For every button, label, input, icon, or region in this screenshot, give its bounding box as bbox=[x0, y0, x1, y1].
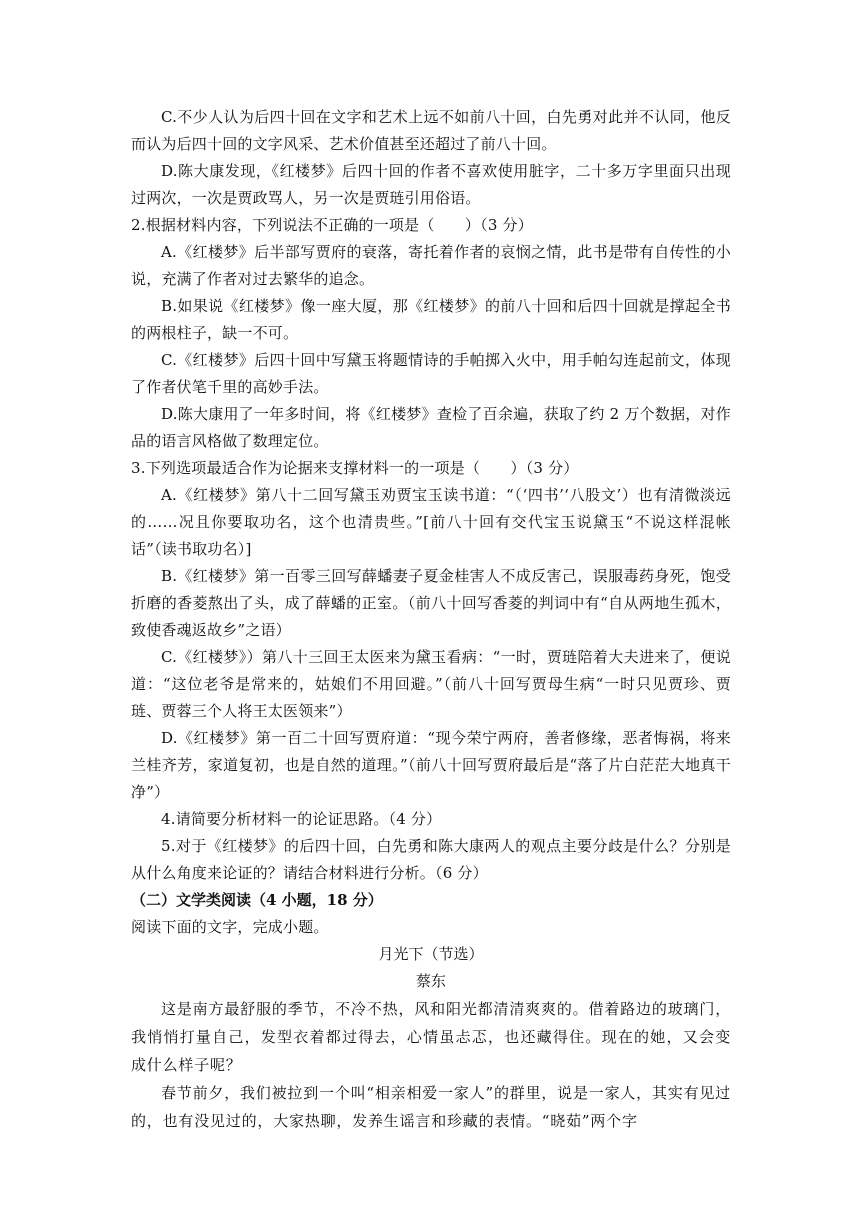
q3-option-d: D.《红楼梦》第一百二十回写贾府道：“现今荣宁两府，善者修缘，恶者悔祸，将来兰桂齐芳，家道复初，也是自然的道理。”（前八十回写贾府最后是“落了片白茫茫大地真干净”） bbox=[131, 729, 731, 801]
reading-instruction: 阅读下面的文字，完成小题。 bbox=[131, 918, 329, 936]
section-title: （二）文学类阅读（4 小题，18 分） bbox=[131, 891, 383, 909]
q2-option-b: B.如果说《红楼梦》像一座大厦，那《红楼梦》的前八十回和后四十回就是撑起全书的两根柱子，缺一不可。 bbox=[131, 297, 731, 342]
q4-stem: 4.请简要分析材料一的论证思路。（4 分） bbox=[161, 810, 442, 828]
story-title: 月光下（节选） bbox=[378, 945, 484, 963]
q5-stem: 5.对于《红楼梦》的后四十回，白先勇和陈大康两人的观点主要分歧是什么？分别是从什么角度来论证的？请结合材料进行分析。（6 分） bbox=[131, 837, 731, 882]
story-body bbox=[131, 995, 731, 1135]
q2-option-a: A.《红楼梦》后半部写贾府的衰落，寄托着作者的哀悯之情，此书是带有自传性的小说，充满了作者对过去繁华的追念。 bbox=[131, 243, 731, 288]
story-author: 蔡东 bbox=[415, 972, 446, 990]
q2-stem: 2.根据材料内容，下列说法不正确的一项是（ ）（3 分） bbox=[131, 216, 533, 234]
q2-option-d: D.陈大康用了一年多时间，将《红楼梦》查检了百余遍，获取了约 2 万个数据，对作品的语言风格做了数理定位。 bbox=[131, 405, 731, 450]
q1-option-d: D.陈大康发现，《红楼梦》后四十回的作者不喜欢使用脏字，二十多万字里面只出现过两次，一次是贾政骂人，另一次是贾琏引用俗语。 bbox=[131, 162, 731, 207]
q3-option-b: B.《红楼梦》第一百零三回写薛蟠妻子夏金桂害人不成反害己，误服毒药身死，饱受折磨的香菱熬出了头，成了薛蟠的正室。（前八十回写香菱的判词中有“自从两地生孤木，致使香魂返故乡”之语） bbox=[131, 567, 731, 639]
story-paragraph: 春节前夕，我们被拉到一个叫“相亲相爱一家人”的群里，说是一家人，其实有见过的，也有没见过的，大家热聊，发养生谣言和珍藏的表情。“晓茹”两个字 bbox=[131, 1084, 731, 1130]
document-page bbox=[131, 104, 731, 1135]
q3-option-a: A.《红楼梦》第八十二回写黛玉劝贾宝玉读书道：“（‘四书’‘八股文’）也有清微淡远的……况且你要取功名，这个也清贵些。”[前八十回有交代宝玉说黛玉“不说这样混帐话”（读书取功名）] bbox=[131, 486, 731, 558]
story-paragraph: 这是南方最舒服的季节，不冷不热，风和阳光都清清爽爽的。借着路边的玻璃门，我悄悄打量自己，发型衣着都过得去，心情虽忐忑，也还藏得住。现在的她，又会变成什么样子呢？ bbox=[131, 1000, 731, 1074]
q1-option-c: C.不少人认为后四十回在文字和艺术上远不如前八十回，白先勇对此并不认同，他反而认为后四十回的文字风采、艺术价值甚至还超过了前八十回。 bbox=[131, 108, 731, 153]
q3-stem: 3.下列选项最适合作为论据来支撑材料一的一项是（ ）（3 分） bbox=[131, 459, 579, 477]
q3-option-c: C.《红楼梦》）第八十三回王太医来为黛玉看病：“一时，贾琏陪着大夫进来了，便说道：“这位老爷是常来的，姑娘们不用回避。”（前八十回写贾母生病“一时只见贾珍、贾琏、贾蓉三个人将王太医领来”） bbox=[131, 648, 731, 720]
q2-option-c: C.《红楼梦》后四十回中写黛玉将题情诗的手帕掷入火中，用手帕勾连起前文，体现了作者伏笔千里的高妙手法。 bbox=[131, 351, 731, 396]
